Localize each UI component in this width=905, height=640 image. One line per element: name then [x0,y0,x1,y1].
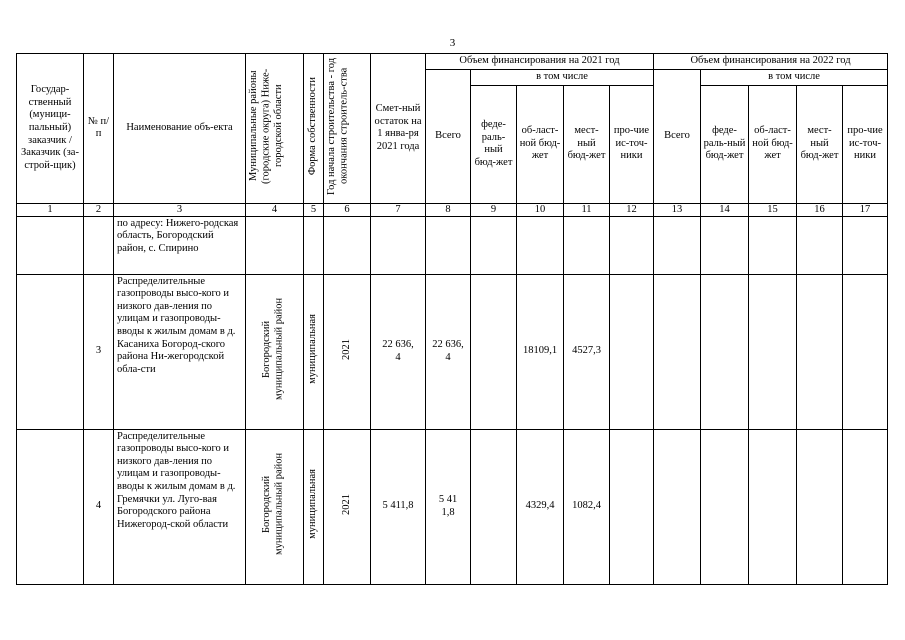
cell-total-2021: 22 636,4 [426,274,471,429]
cell-federal-2022 [701,216,749,274]
column-number: 10 [517,203,564,216]
header-regional-2022: об-ласт-ной бюд-жет [749,85,797,203]
cell-number: 3 [84,274,114,429]
cell-other-2021 [610,216,654,274]
cell-regional-2021 [517,216,564,274]
cell-number [84,216,114,274]
header-local-2022: мест-ный бюд-жет [797,85,843,203]
cell-estimate [371,216,426,274]
column-number-row [17,203,888,216]
cell-federal-2022 [701,274,749,429]
column-number: 7 [371,203,426,216]
cell-total-2022 [654,429,701,584]
cell-regional-2021: 4329,4 [517,429,564,584]
header-fin-2021: Объем финансирования на 2021 год [426,54,654,70]
cell-local-2022 [797,429,843,584]
column-number: 15 [749,203,797,216]
column-number: 5 [304,203,324,216]
column-number: 3 [114,203,246,216]
cell-object-name: Распределительные газопроводы высо-кого и низкого дав-ления по улицам и газопроводы-вводы к жилым домам в д. Гремячки ул. Луго-вая Богородского района Нижегород-ской области [114,429,246,584]
cell-regional-2022 [749,216,797,274]
cell-total-2021 [426,216,471,274]
cell-regional-2022 [749,429,797,584]
cell-total-2021: 5 411,8 [426,429,471,584]
cell-object-name: Распределительные газопроводы высо-кого и низкого дав-ления по улицам и газопроводы-вводы к жилым домам в д. Касаниха Богород-ского района Ни-жегородской обла-сти [114,274,246,429]
cell-number: 4 [84,429,114,584]
header-total-2022: Всего [654,70,701,204]
cell-customer [17,429,84,584]
cell-federal-2022 [701,429,749,584]
header-total-2021: Всего [426,70,471,204]
column-number: 8 [426,203,471,216]
column-number: 6 [324,203,371,216]
cell-district: Богородский муниципальный район [246,274,304,429]
header-estimate: Смет-ный остаток на 1 янва-ря 2021 года [371,54,426,204]
header-districts: Муниципальные районы (городские округа) Ниже-городской области [246,54,304,204]
cell-other-2021 [610,429,654,584]
column-number: 4 [246,203,304,216]
cell-years: 2021 [324,429,371,584]
cell-total-2022 [654,274,701,429]
cell-ownership [304,216,324,274]
cell-ownership: муниципальная [304,429,324,584]
header-regional-2021: об-ласт-ной бюд-жет [517,85,564,203]
cell-years: 2021 [324,274,371,429]
header-other-2021: про-чие ис-точ-ники [610,85,654,203]
cell-federal-2021 [471,429,517,584]
header-row [17,54,888,70]
cell-customer [17,216,84,274]
cell-ownership: муниципальная [304,274,324,429]
table-row [17,274,888,429]
header-object-name: Наименование объ-екта [114,54,246,204]
column-number: 11 [564,203,610,216]
column-number: 14 [701,203,749,216]
header-including-2022: в том числе [701,70,888,86]
cell-local-2022 [797,216,843,274]
cell-other-2022 [843,429,888,584]
header-fin-2022: Объем финансирования на 2022 год [654,54,888,70]
header-number: № п/п [84,54,114,204]
cell-local-2022 [797,274,843,429]
cell-estimate: 5 411,8 [371,429,426,584]
header-local-2021: мест-ный бюд-жет [564,85,610,203]
cell-regional-2022 [749,274,797,429]
column-number: 17 [843,203,888,216]
table-row [17,216,888,274]
header-including-2021: в том числе [471,70,654,86]
column-number: 2 [84,203,114,216]
cell-local-2021 [564,216,610,274]
cell-other-2021 [610,274,654,429]
column-number: 13 [654,203,701,216]
cell-district [246,216,304,274]
page-number: 3 [449,37,456,49]
column-number: 1 [17,203,84,216]
cell-federal-2021 [471,274,517,429]
header-years: Год начала строительства - год окончания строитель-ства [324,54,371,204]
header-ownership: Форма собственности [304,54,324,204]
column-number: 12 [610,203,654,216]
cell-regional-2021: 18109,1 [517,274,564,429]
header-federal-2021: феде-раль-ный бюд-жет [471,85,517,203]
cell-other-2022 [843,274,888,429]
cell-local-2021: 1082,4 [564,429,610,584]
cell-local-2021: 4527,3 [564,274,610,429]
table-row [17,429,888,584]
header-customer: Государ-ственный (муници-пальный) заказчик / Заказчик (за-строй-щик) [17,54,84,204]
cell-total-2022 [654,216,701,274]
financing-table [16,53,888,585]
header-federal-2022: феде-раль-ный бюд-жет [701,85,749,203]
cell-other-2022 [843,216,888,274]
cell-object-name: по адресу: Нижего-родская область, Богородский район, с. Спирино [114,216,246,274]
column-number: 9 [471,203,517,216]
cell-years [324,216,371,274]
cell-federal-2021 [471,216,517,274]
cell-estimate: 22 636,4 [371,274,426,429]
cell-district: Богородский муниципальный район [246,429,304,584]
cell-customer [17,274,84,429]
column-number: 16 [797,203,843,216]
header-other-2022: про-чие ис-точ-ники [843,85,888,203]
